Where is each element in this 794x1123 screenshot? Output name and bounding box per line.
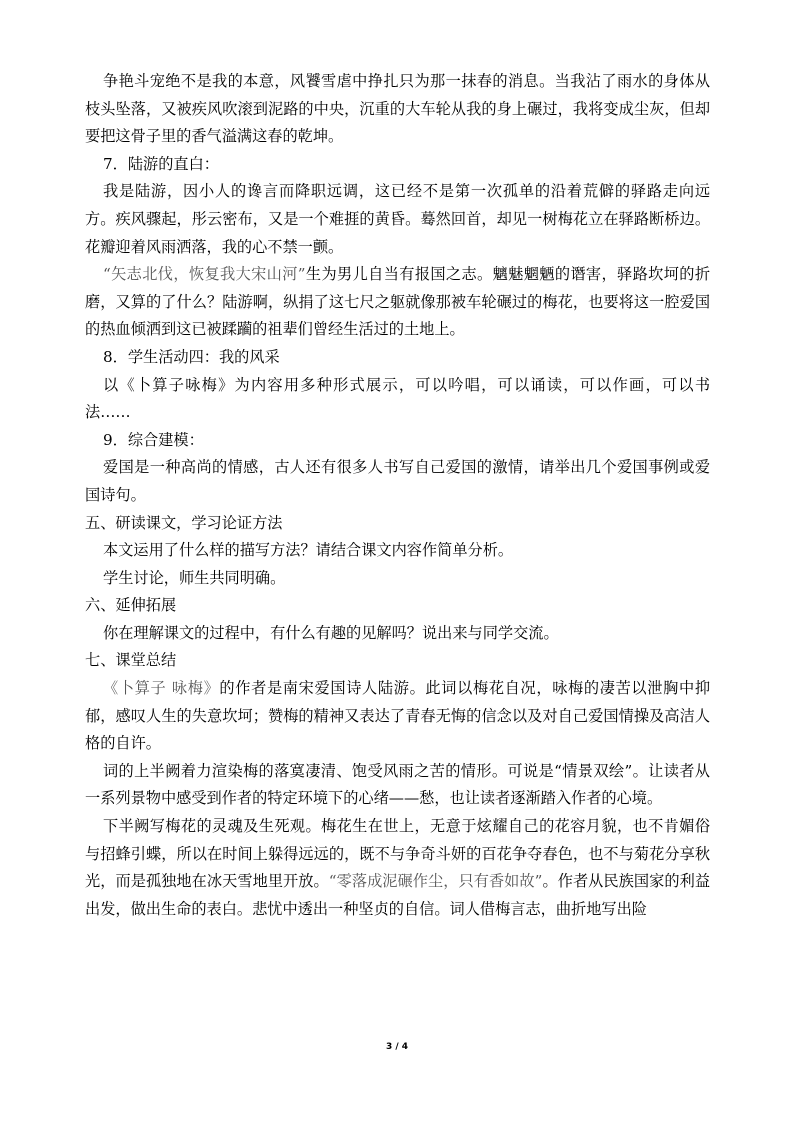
- paragraph-text: 我是陆游，因小人的谗言而降职远调，这已经不是第一次孤单的沿着荒僻的驿路走向远方。疾风骤起，彤云密布，又是一个难捱的黄昏。蓦然回首，却见一树梅花立在驿路断桥边。花瓣迎着风雨洒落，我的心不禁一颤。: [85, 182, 710, 256]
- paragraph: [85, 427, 710, 455]
- paragraph: [85, 537, 710, 565]
- quoted-text: 《卜算子 咏梅》: [103, 679, 220, 698]
- paragraph-text: 学生讨论，师生共同明确。: [103, 568, 286, 587]
- paragraph-text: 7．陆游的直白：: [103, 154, 219, 173]
- paragraph-text: 词的上半阙着力渲染梅的落寞凄清、饱受风雨之苦的情形。可说是“情景双绘”。让读者从一系列景物中感受到作者的特定环境下的心绪——愁，也让读者逐渐踏入作者的心境。: [85, 761, 710, 808]
- paragraph-text: 9．综合建模：: [103, 430, 204, 449]
- paragraph: [85, 372, 710, 427]
- paragraph-text: 六、延伸拓展: [85, 596, 177, 615]
- paragraph: [85, 675, 710, 758]
- paragraph: [85, 454, 710, 509]
- document-body: [85, 68, 710, 923]
- paragraph: [85, 261, 710, 344]
- quoted-text: “矢志北伐，恢复我大宋山河”: [103, 265, 306, 284]
- paragraph-text: 爱国是一种高尚的情感，古人还有很多人书写自己爱国的激情，请举出几个爱国事例或爱国诗句。: [85, 458, 710, 504]
- paragraph: [85, 592, 710, 620]
- paragraph: [85, 647, 710, 675]
- paragraph-text: 8．学生活动四：我的风采: [103, 347, 280, 366]
- paragraph: [85, 813, 710, 923]
- paragraph: [85, 758, 710, 813]
- paragraph-text: 生为男儿自当有报国之志。魑魅魍魉的谮害，驿路坎坷的折磨，又算的了什么？陆游啊，纵捐了这七尺之躯就像那被车轮碾过的梅花，也要将这一腔爱国的热血倾洒到这已被蹂躏的祖辈们曾经生活过的土地上。: [85, 265, 711, 339]
- quoted-text: “零落成泥碾作尘，只有香如故”: [328, 872, 543, 891]
- paragraph-text: 你在理解课文的过程中，有什么有趣的见解吗？说出来与同学交流。: [103, 623, 559, 642]
- paragraph-text: 争艳斗宠绝不是我的本意，风饕雪虐中挣扎只为那一抹春的消息。当我沾了雨水的身体从枝头坠落，又被疾风吹滚到泥路的中央，沉重的大车轮从我的身上碾过，我将变成尘灰，但却要把这骨子里的香气溢满这春的乾坤。: [85, 72, 710, 146]
- paragraph: [85, 510, 710, 538]
- paragraph-text: 以《卜算子咏梅》为内容用多种形式展示，可以吟唱，可以诵读，可以作画，可以书法……: [85, 375, 710, 422]
- paragraph-text: 。作者从民族国家的利益出发，做出生命的表白。悲忧中透出一种坚贞的自信。词人借梅言志，曲折地写出险: [85, 872, 711, 918]
- paragraph: [85, 178, 710, 261]
- paragraph: [85, 344, 710, 372]
- paragraph: [85, 620, 710, 648]
- paragraph-text: 五、研读课文，学习论证方法: [85, 513, 283, 532]
- paragraph: [85, 68, 710, 151]
- paragraph: [85, 565, 710, 593]
- paragraph: [85, 151, 710, 179]
- paragraph-text: 的作者是南宋爱国诗人陆游。此词以梅花自况，咏梅的凄苦以泄胸中抑郁，感叹人生的失意坎坷；赞梅的精神又表达了青春无悔的信念以及对自己爱国情操及高洁人格的自许。: [85, 679, 711, 753]
- page-number: 3 / 4: [385, 1042, 409, 1052]
- paragraph-text: 本文运用了什么样的描写方法？请结合课文内容作简单分析。: [103, 541, 514, 560]
- paragraph-text: 下半阙写梅花的灵魂及生死观。梅花生在世上，无意于炫耀自己的花容月貌，也不肯媚俗与招蜂引蝶，所以在时间上躲得远远的，既不与争奇斗妍的百花争夺春色，也不与菊花分享秋光，而是孤独地在冰天雪地里开放。: [85, 817, 710, 891]
- paragraph-text: 七、课堂总结: [85, 651, 177, 670]
